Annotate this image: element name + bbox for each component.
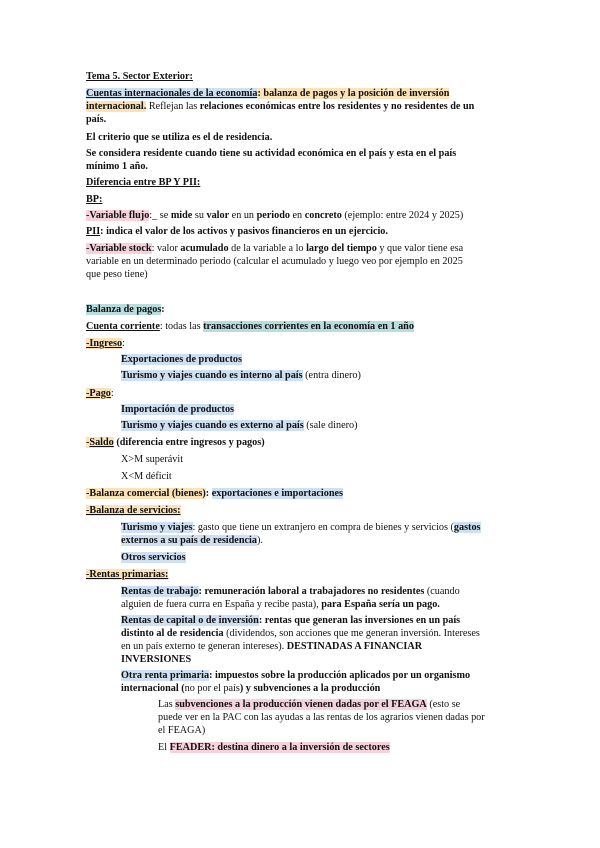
rentas-trabajo-line-2: alguien de fuera curra en España y recibe pasta), para España sería un pago. (121, 599, 440, 610)
ingreso-turismo: Turismo y viajes cuando es interno al país (entra dinero) (121, 370, 361, 381)
saldo-deficit: X<M déficit (121, 471, 172, 482)
otra-renta-line-2: internacional (no por el país) y subvenciones a la producción (121, 683, 381, 694)
variable-flujo-line: -Variable flujo:_ se mide su valor en un periodo en concreto (ejemplo: entre 2024 y 2025) (86, 210, 464, 221)
rentas-trabajo-line-1: Rentas de trabajo: remuneración laboral a trabajadores no residentes (cuando (121, 586, 460, 597)
intro-line-2: internacional. Reflejan las relaciones económicas entre los residentes y no residentes de un (86, 101, 475, 112)
variable-stock-line-3: que peso tiene) (86, 269, 148, 280)
diferencia-heading: Diferencia entre BP Y PII: (86, 177, 201, 188)
saldo-heading: -Saldo (diferencia entre ingresos y pagos) (86, 437, 265, 448)
rentas-capital-line-4: INVERSIONES (121, 654, 192, 665)
saldo-superavit: X>M superávit (121, 454, 184, 465)
variable-stock-line-2: variable en un determinado periodo (calcular el acumulado y luego veo por ejemplo en 2025 (86, 256, 463, 267)
rentas-capital-line-3: en un país externo te generan intereses). DESTINADAS A FINANCIAR (121, 641, 423, 652)
balanza-servicios-heading: -Balanza de servicios: (86, 505, 181, 516)
intro-line-1: Cuentas internacionales de la economía: balanza de pagos y la posición de inversión (86, 88, 450, 99)
turismo-servicios-line-2: externos a su país de residencia). (121, 535, 263, 546)
ingreso-heading: -Ingreso: (86, 338, 125, 349)
balanza-comercial-line: -Balanza comercial (bienes): exportaciones e importaciones (86, 488, 344, 499)
otra-renta-line-1: Otra renta primaria: impuestos sobre la producción aplicados por un organismo (121, 670, 471, 681)
pii-line: PII: indica el valor de los activos y pasivos financieros en un ejercicio. (86, 226, 388, 237)
residente-line-1: Se considera residente cuando tiene su actividad económica en el país y esta en el país (86, 148, 457, 159)
residente-line-2: mínimo 1 año. (86, 161, 148, 172)
pago-importacion: Importación de productos (121, 404, 235, 415)
cuenta-corriente-line: Cuenta corriente: todas las transacciones corrientes en la economía en 1 año (86, 321, 414, 332)
ingreso-exportaciones: Exportaciones de productos (121, 354, 242, 365)
otros-servicios: Otros servicios (121, 552, 186, 563)
doc-title: Tema 5. Sector Exterior: (86, 71, 193, 82)
feaga-line-1: Las subvenciones a la producción vienen dadas por el FEAGA (esto se (158, 699, 461, 710)
intro-line-3: país. (86, 114, 107, 125)
balanza-pagos-heading: Balanza de pagos: (86, 304, 165, 315)
rentas-capital-line-1: Rentas de capital o de inversión: rentas que generan las inversiones en un país (121, 615, 461, 626)
feader-line: El FEADER: destina dinero a la inversión de sectores (158, 742, 390, 753)
rentas-primarias-heading: -Rentas primarias: (86, 569, 169, 580)
feaga-line-3: el FEAGA) (158, 725, 206, 736)
pago-turismo: Turismo y viajes cuando es externo al país (sale dinero) (121, 420, 358, 431)
feaga-line-2: puede ver en la PAC con las ayudas a las rentas de los agrarios vienen dadas por (158, 712, 485, 723)
rentas-capital-line-2: distinto al de residencia (dividendos, son acciones que me generan inversión. Intereses (121, 628, 480, 639)
pago-heading: -Pago: (86, 388, 114, 399)
bp-heading: BP: (86, 194, 103, 205)
variable-stock-line-1: -Variable stock: valor acumulado de la variable a lo largo del tiempo y que valor tiene esa (86, 243, 464, 254)
criterio-text: El criterio que se utiliza es el de residencia. (86, 132, 273, 143)
turismo-servicios-line-1: Turismo y viajes: gasto que tiene un extranjero en compra de bienes y servicios (gastos (121, 522, 481, 533)
